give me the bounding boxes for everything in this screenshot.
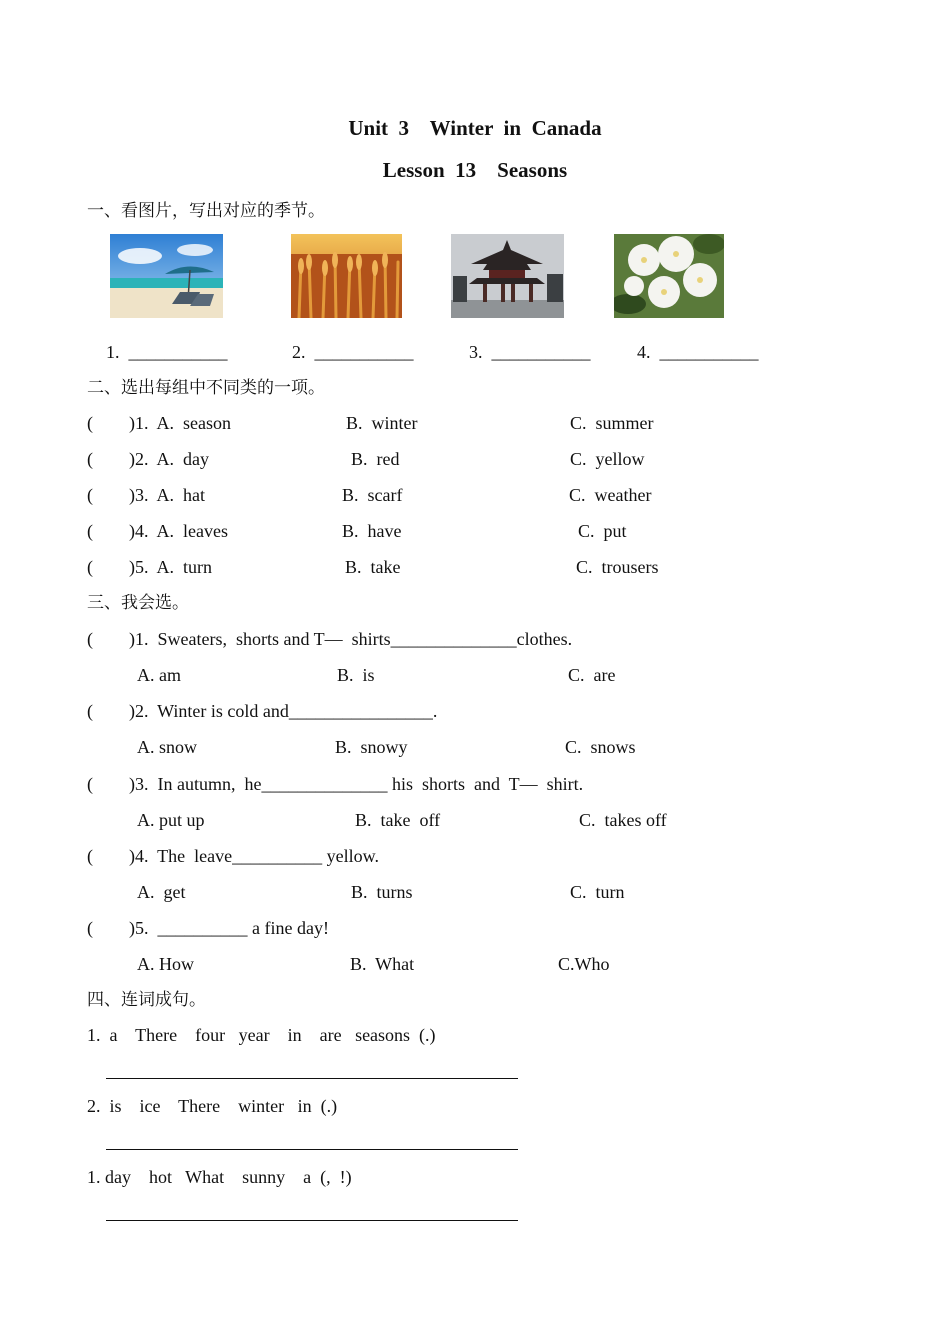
blank-3[interactable]: 3. ___________ — [469, 342, 591, 362]
s3-q2-option-a: A. snow — [137, 737, 198, 757]
blank-1[interactable]: 1. ___________ — [106, 342, 228, 362]
s3-q3-option-c: C. takes off — [579, 810, 667, 830]
s2-q5-option-b: B. take — [345, 557, 401, 577]
blank-2[interactable]: 2. ___________ — [292, 342, 414, 362]
s4-answer-line-1[interactable] — [106, 1078, 518, 1079]
section-3-heading: 三、我会选。 — [87, 593, 189, 613]
s2-q3-option-b: B. scarf — [342, 485, 403, 505]
s3-q2-option-c: C. snows — [565, 737, 636, 757]
s2-q2-option-a: ( )2. A. day — [87, 449, 209, 469]
s3-q5-option-a: A. How — [137, 954, 194, 974]
s3-q4-option-b: B. turns — [351, 882, 413, 902]
lesson-title: Lesson 13 Seasons — [382, 158, 568, 182]
s4-item-3: 1. day hot What sunny a (, !) — [87, 1167, 352, 1187]
s2-q5-option-a: ( )5. A. turn — [87, 557, 212, 577]
s2-q1-option-a: ( )1. A. season — [87, 413, 231, 433]
s3-q3-option-a: A. put up — [137, 810, 205, 830]
s3-q4-option-c: C. turn — [570, 882, 625, 902]
s4-answer-line-3[interactable] — [106, 1220, 518, 1221]
blank-4[interactable]: 4. ___________ — [637, 342, 759, 362]
pavilion-winter-picture — [451, 234, 564, 318]
s2-q2-option-b: B. red — [351, 449, 400, 469]
s2-q2-option-c: C. yellow — [570, 449, 645, 469]
s2-q3-option-c: C. weather — [569, 485, 652, 505]
s2-q4-option-c: C. put — [578, 521, 627, 541]
s3-q1-option-c: C. are — [568, 665, 616, 685]
s2-q3-option-a: ( )3. A. hat — [87, 485, 205, 505]
s3-q1-option-b: B. is — [337, 665, 375, 685]
s3-q3-option-b: B. take off — [355, 810, 441, 830]
s3-q5-option-c: C.Who — [558, 954, 610, 974]
unit-title: Unit 3 Winter in Canada — [348, 116, 602, 140]
s4-answer-line-2[interactable] — [106, 1149, 518, 1150]
s3-q2-option-b: B. snowy — [335, 737, 408, 757]
s3-q1-option-a: A. am — [137, 665, 181, 685]
s2-q1-option-c: C. summer — [570, 413, 654, 433]
beach-umbrella-picture — [110, 234, 223, 318]
s3-q5-option-b: B. What — [350, 954, 415, 974]
s2-q5-option-c: C. trousers — [576, 557, 659, 577]
white-blossom-picture — [614, 234, 724, 318]
s3-q3-stem: ( )3. In autumn, he______________ his shorts and T— shirt. — [87, 774, 584, 794]
s3-q1-stem: ( )1. Sweaters, shorts and T— shirts______________clothes. — [87, 629, 573, 649]
s3-q4-option-a: A. get — [137, 882, 186, 902]
s4-item-1: 1. a There four year in are seasons (.) — [87, 1025, 436, 1045]
section-4-heading: 四、连词成句。 — [87, 990, 206, 1010]
s2-q1-option-b: B. winter — [346, 413, 418, 433]
s3-q2-stem: ( )2. Winter is cold and________________. — [87, 701, 438, 721]
section-1-heading: 一、看图片，写出对应的季节。 — [87, 201, 325, 221]
s3-q5-stem: ( )5. __________ a fine day! — [87, 918, 329, 938]
wheat-field-picture — [291, 234, 402, 318]
s2-q4-option-b: B. have — [342, 521, 402, 541]
section-2-heading: 二、选出每组中不同类的一项。 — [87, 378, 325, 398]
s3-q4-stem: ( )4. The leave__________ yellow. — [87, 846, 379, 866]
s2-q4-option-a: ( )4. A. leaves — [87, 521, 228, 541]
s4-item-2: 2. is ice There winter in (.) — [87, 1096, 338, 1116]
